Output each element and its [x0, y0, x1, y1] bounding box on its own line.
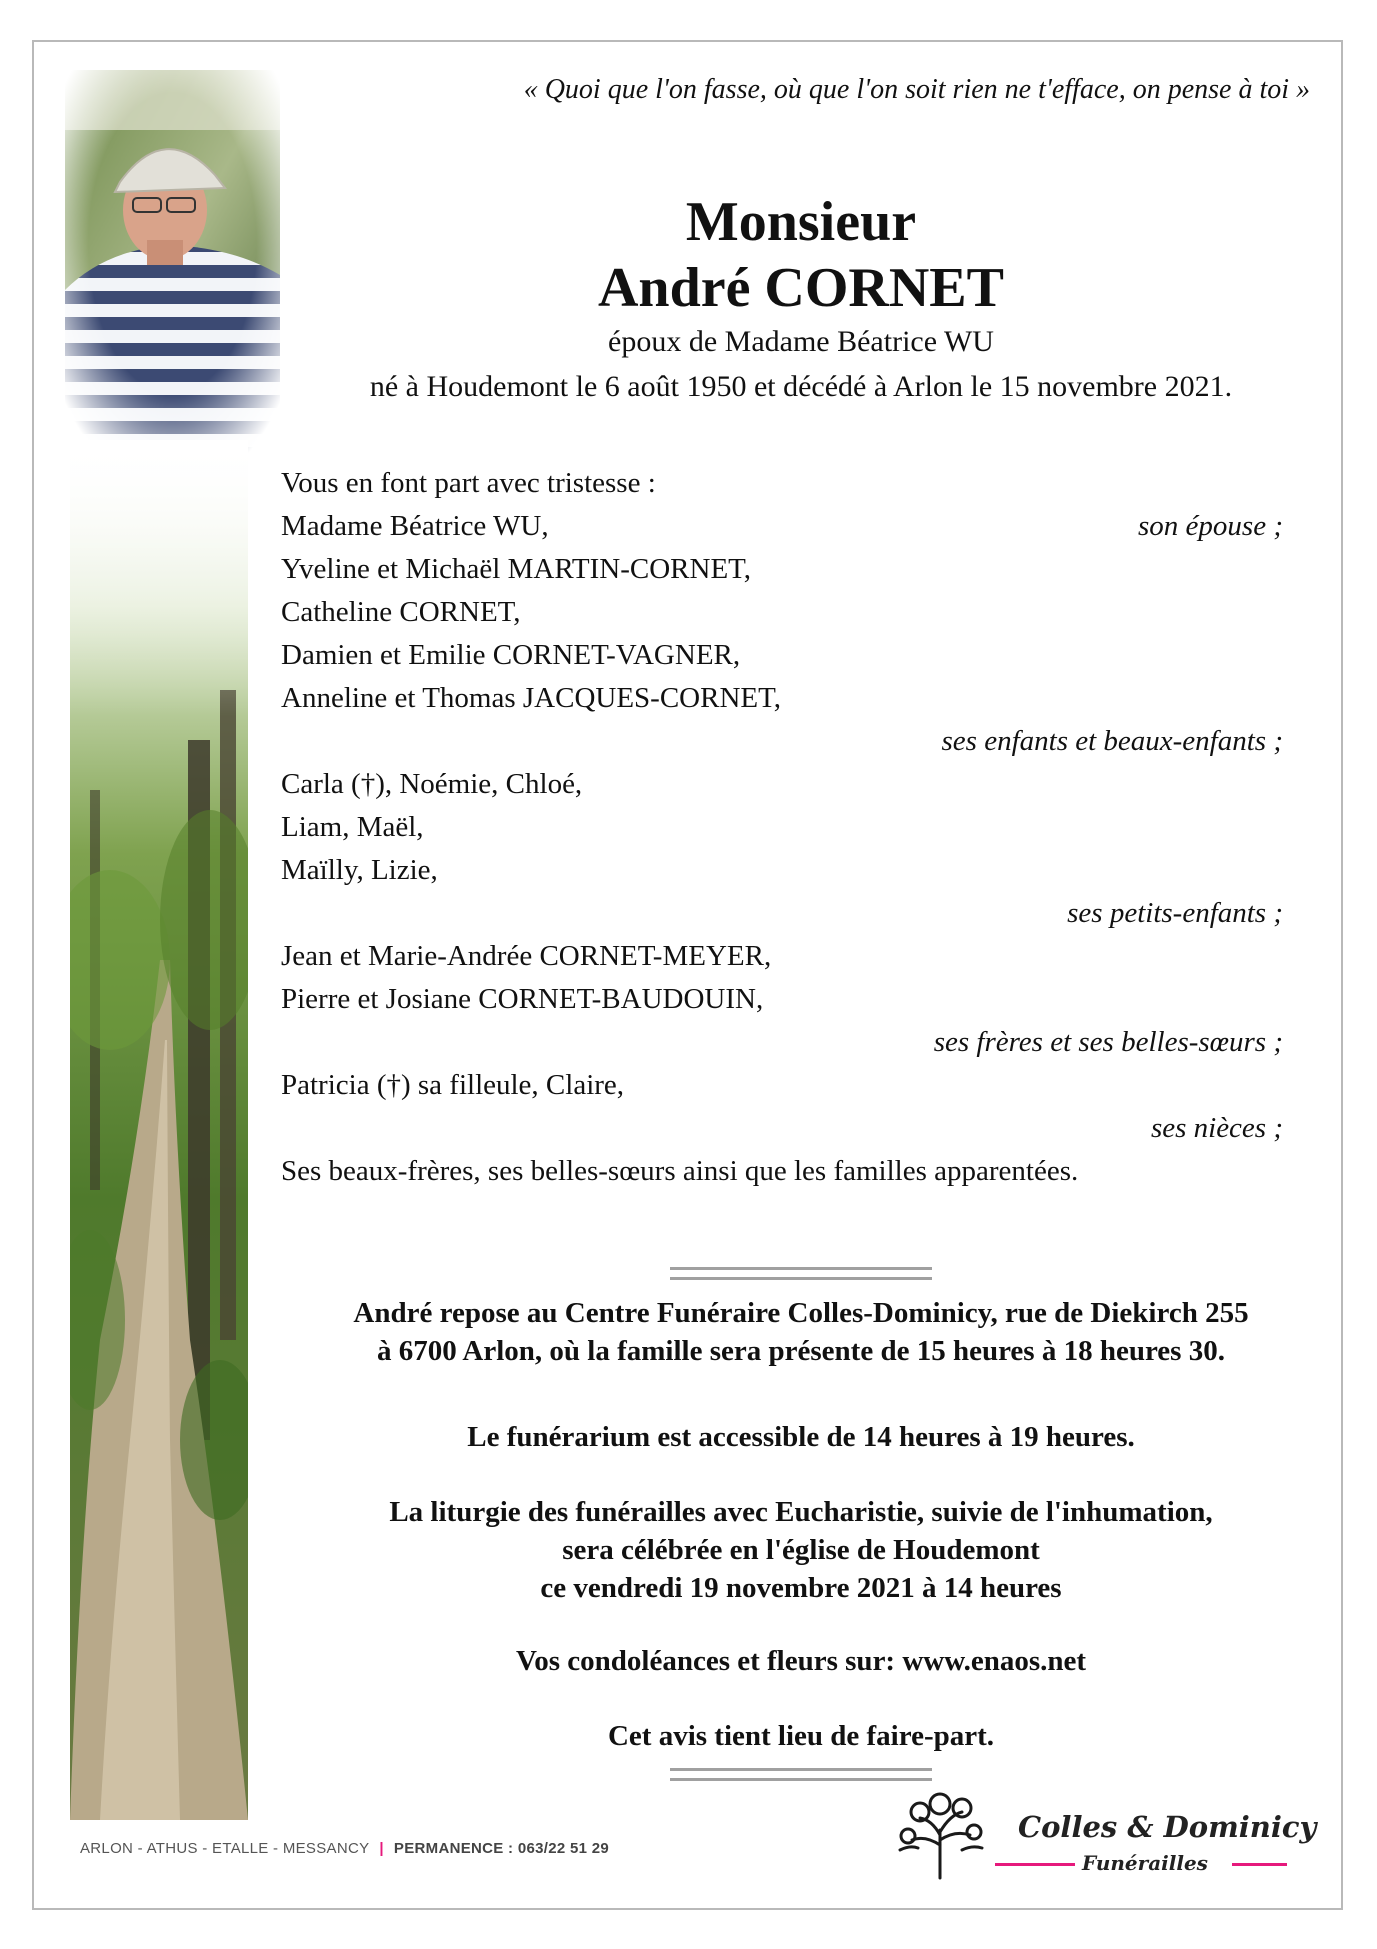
family-line: [281, 935, 1291, 978]
logo-accent-line: [995, 1863, 1075, 1866]
salutation: Monsieur: [685, 191, 917, 253]
family-line: [281, 677, 1291, 720]
separator: [670, 1267, 932, 1280]
family-relation: ses nièces ;: [1150, 1112, 1283, 1144]
notice-line: Cet avis tient lieu de faire-part.: [607, 1720, 995, 1752]
family-line: [281, 505, 1291, 548]
family-line: [281, 548, 1291, 591]
family-line: [281, 1021, 1291, 1064]
liturgy-line: La liturgie des funérailles avec Eucharistie, suivie de l'inhumation,: [389, 1496, 1213, 1528]
family-member: Damien et Emilie CORNET-VAGNER,: [281, 639, 741, 671]
epigraph-quote: « Quoi que l'on fasse, où que l'on soit rien ne t'efface, on pense à toi »: [523, 74, 1310, 105]
family-member: Liam, Maël,: [281, 811, 424, 843]
family-line: [281, 978, 1291, 1021]
forest-path-image: [70, 440, 248, 1820]
separator: [670, 1768, 932, 1781]
spouse-line: époux de Madame Béatrice WU: [608, 325, 994, 358]
family-member: Patricia (†) sa filleule, Claire,: [281, 1069, 625, 1101]
funerarium-line: Le funérarium est accessible de 14 heures à 19 heures.: [467, 1421, 1135, 1453]
condolences-line: Vos condoléances et fleurs sur: www.enaos.net: [515, 1645, 1087, 1677]
liturgy-line: sera célébrée en l'église de Houdemont: [562, 1534, 1040, 1566]
family-member: Ses beaux-frères, ses belles-sœurs ainsi que les familles apparentées.: [281, 1155, 1079, 1187]
family-line: [281, 1107, 1291, 1150]
repose-info: [290, 1294, 1312, 1370]
family-member: Maïlly, Lizie,: [281, 854, 438, 886]
condolences-info: [290, 1642, 1312, 1680]
funerarium-info: [290, 1418, 1312, 1456]
family-relation: son épouse ;: [1138, 510, 1283, 542]
funeral-home-logo: [890, 1790, 1317, 1880]
repose-line: à 6700 Arlon, où la famille sera présente de 15 heures à 18 heures 30.: [377, 1335, 1225, 1367]
family-relation: ses frères et ses belles-sœurs ;: [933, 1026, 1283, 1058]
family-line: [281, 591, 1291, 634]
family-member: Carla (†), Noémie, Chloé,: [281, 768, 583, 800]
family-line: [281, 1064, 1291, 1107]
notice-info: [290, 1717, 1312, 1755]
family-line: [281, 806, 1291, 849]
family-list: [281, 462, 1291, 1193]
family-member: Jean et Marie-Andrée CORNET-MEYER,: [281, 940, 772, 972]
logo-subtitle: Funérailles: [1082, 1851, 1208, 1875]
family-line: [281, 849, 1291, 892]
family-member: Madame Béatrice WU,: [281, 510, 549, 542]
deceased-name: André CORNET: [597, 257, 1005, 319]
family-relation: ses enfants et beaux-enfants ;: [941, 725, 1283, 757]
footer-separator: |: [379, 1840, 384, 1857]
family-relation: ses petits-enfants ;: [1067, 897, 1283, 929]
family-line: [281, 720, 1291, 763]
footer-locations: ARLON - ATHUS - ETALLE - MESSANCY: [80, 1840, 370, 1857]
family-line: [281, 763, 1291, 806]
portrait-photo: [65, 70, 280, 455]
footer-contact: [80, 1840, 609, 1857]
logo-name: Colles & Dominicy: [1018, 1810, 1317, 1844]
family-member: Anneline et Thomas JACQUES-CORNET,: [281, 682, 781, 714]
family-line: [281, 892, 1291, 935]
family-member: Pierre et Josiane CORNET-BAUDOUIN,: [281, 983, 764, 1015]
logo-accent-line: [1232, 1863, 1287, 1866]
family-member: Yveline et Michaël MARTIN-CORNET,: [281, 553, 751, 585]
family-intro: Vous en font part avec tristesse :: [281, 467, 656, 499]
repose-line: André repose au Centre Funéraire Colles-Dominicy, rue de Diekirch 255: [353, 1297, 1249, 1329]
footer-permanence: PERMANENCE : 063/22 51 29: [393, 1840, 609, 1857]
family-line: [281, 634, 1291, 677]
liturgy-info: [290, 1493, 1312, 1607]
tree-icon: [890, 1790, 990, 1880]
birth-death-line: né à Houdemont le 6 août 1950 et décédé à Arlon le 15 novembre 2021.: [369, 370, 1233, 403]
family-member: Catheline CORNET,: [281, 596, 521, 628]
family-line: [281, 1150, 1291, 1193]
liturgy-line: ce vendredi 19 novembre 2021 à 14 heures: [540, 1572, 1062, 1604]
